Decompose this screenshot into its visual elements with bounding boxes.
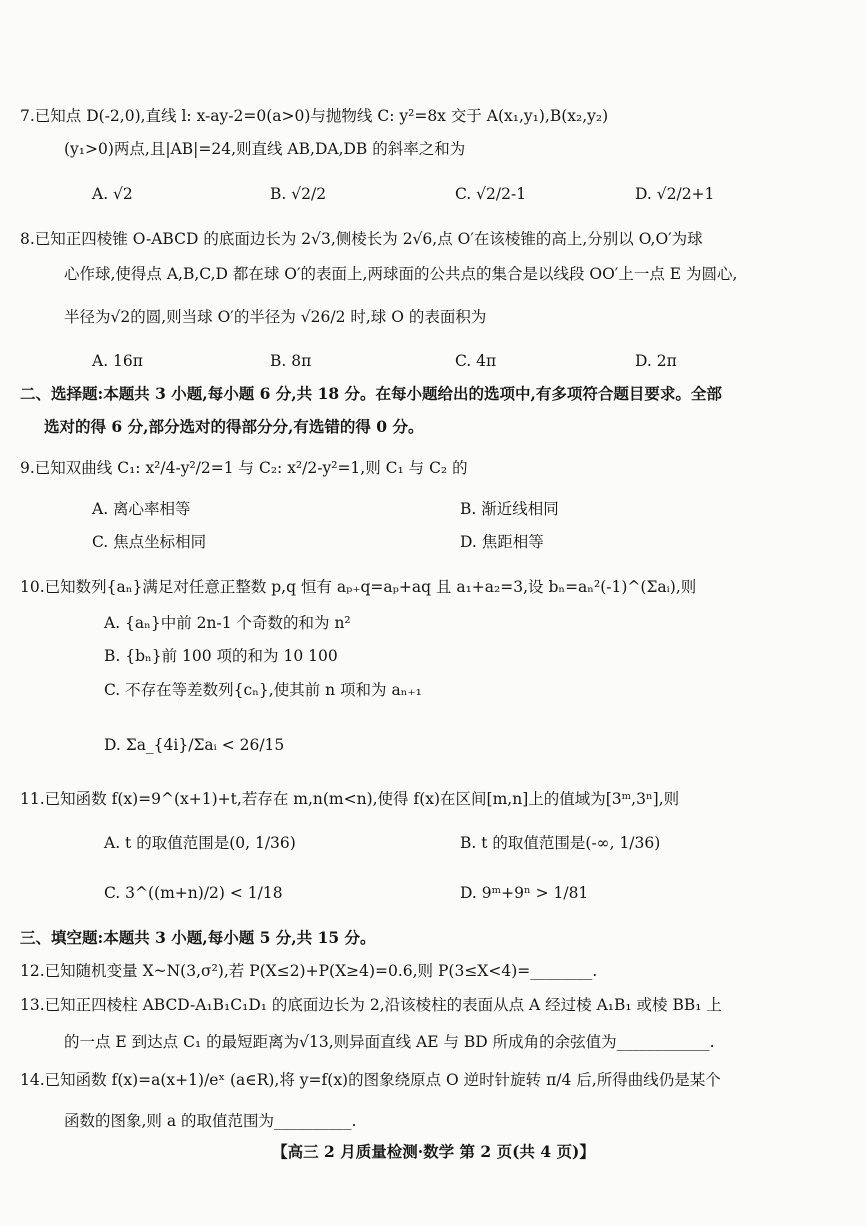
q8-option-c: C. 4π: [455, 352, 497, 370]
q11-option-a: A. t 的取值范围是(0, 1/36): [104, 834, 296, 852]
q9-option-c: C. 焦点坐标相同: [92, 533, 207, 551]
q8-line-3: 半径为√2的圆,则当球 O′的半径为 √26/2 时,球 O 的表面积为: [64, 308, 487, 326]
q7-line-1: 7.已知点 D(-2,0),直线 l: x-ay-2=0(a>0)与抛物线 C: y²=8x 交于 A(x₁,y₁),B(x₂,y₂): [20, 107, 609, 125]
q10-option-a: A. {aₙ}中前 2n-1 个奇数的和为 n²: [104, 614, 351, 632]
section-2-note: 选对的得 6 分,部分选对的得部分分,有选错的得 0 分。: [44, 417, 424, 436]
q9-line-1: 9.已知双曲线 C₁: x²/4-y²/2=1 与 C₂: x²/2-y²=1,则 C₁ 与 C₂ 的: [20, 459, 468, 477]
q8-option-b: B. 8π: [270, 352, 312, 370]
q9-option-b: B. 渐近线相同: [460, 500, 559, 518]
q8-option-a: A. 16π: [92, 352, 143, 370]
q11-option-d: D. 9ᵐ+9ⁿ > 1/81: [460, 884, 589, 902]
q8-line-1: 8.已知正四棱锥 O-ABCD 的底面边长为 2√3,侧棱长为 2√6,点 O′在该棱锥的高上,分别以 O,O′为球: [20, 230, 703, 248]
q10-option-b: B. {bₙ}前 100 项的和为 10 100: [104, 647, 338, 665]
q11-line-1: 11.已知函数 f(x)=9^(x+1)+t,若存在 m,n(m<n),使得 f(x)在区间[m,n]上的值域为[3ᵐ,3ⁿ],则: [20, 790, 680, 808]
q8-line-2: 心作球,使得点 A,B,C,D 都在球 O′的表面上,两球面的公共点的集合是以线段 OO′上一点 E 为圆心,: [64, 265, 738, 283]
q11-option-b: B. t 的取值范围是(-∞, 1/36): [460, 834, 661, 852]
q8-option-d: D. 2π: [635, 352, 677, 370]
q10-option-d: D. Σa_{4i}/Σaᵢ < 26/15: [104, 736, 285, 754]
q7-option-c: C. √2/2-1: [455, 185, 527, 203]
q7-option-d: D. √2/2+1: [635, 185, 715, 203]
q7-option-a: A. √2: [92, 185, 133, 203]
q7-option-b: B. √2/2: [270, 185, 327, 203]
q10-option-c: C. 不存在等差数列{cₙ},使其前 n 项和为 aₙ₊₁: [104, 681, 422, 699]
q14-line-2: 函数的图象,则 a 的取值范围为__________.: [64, 1112, 357, 1130]
q13-line-2: 的一点 E 到达点 C₁ 的最短距离为√13,则异面直线 AE 与 BD 所成角的余弦值为____________.: [64, 1033, 715, 1051]
q12-line-1: 12.已知随机变量 X~N(3,σ²),若 P(X≤2)+P(X≥4)=0.6,则 P(3≤X<4)=________.: [20, 962, 598, 980]
section-3-heading: 三、填空题:本题共 3 小题,每小题 5 分,共 15 分。: [20, 928, 376, 947]
q10-line-1: 10.已知数列{aₙ}满足对任意正整数 p,q 恒有 aₚ₊q=aₚ+aq 且 a₁+a₂=3,设 bₙ=aₙ²(-1)^(Σaᵢ),则: [20, 578, 697, 596]
q13-line-1: 13.已知正四棱柱 ABCD-A₁B₁C₁D₁ 的底面边长为 2,沿该棱柱的表面从点 A 经过棱 A₁B₁ 或棱 BB₁ 上: [20, 996, 722, 1014]
q11-option-c: C. 3^((m+n)/2) < 1/18: [104, 884, 283, 902]
page-footer: 【高三 2 月质量检测·数学 第 2 页(共 4 页)】: [272, 1142, 595, 1161]
section-2-heading: 二、选择题:本题共 3 小题,每小题 6 分,共 18 分。在每小题给出的选项中,有多项符合题目要求。全部: [20, 384, 722, 403]
q9-option-a: A. 离心率相等: [92, 500, 191, 518]
q9-option-d: D. 焦距相等: [460, 533, 544, 551]
q7-line-2: (y₁>0)两点,且|AB|=24,则直线 AB,DA,DB 的斜率之和为: [64, 140, 466, 158]
q14-line-1: 14.已知函数 f(x)=a(x+1)/eˣ (a∈R),将 y=f(x)的图象绕原点 O 逆时针旋转 π/4 后,所得曲线仍是某个: [20, 1071, 721, 1089]
